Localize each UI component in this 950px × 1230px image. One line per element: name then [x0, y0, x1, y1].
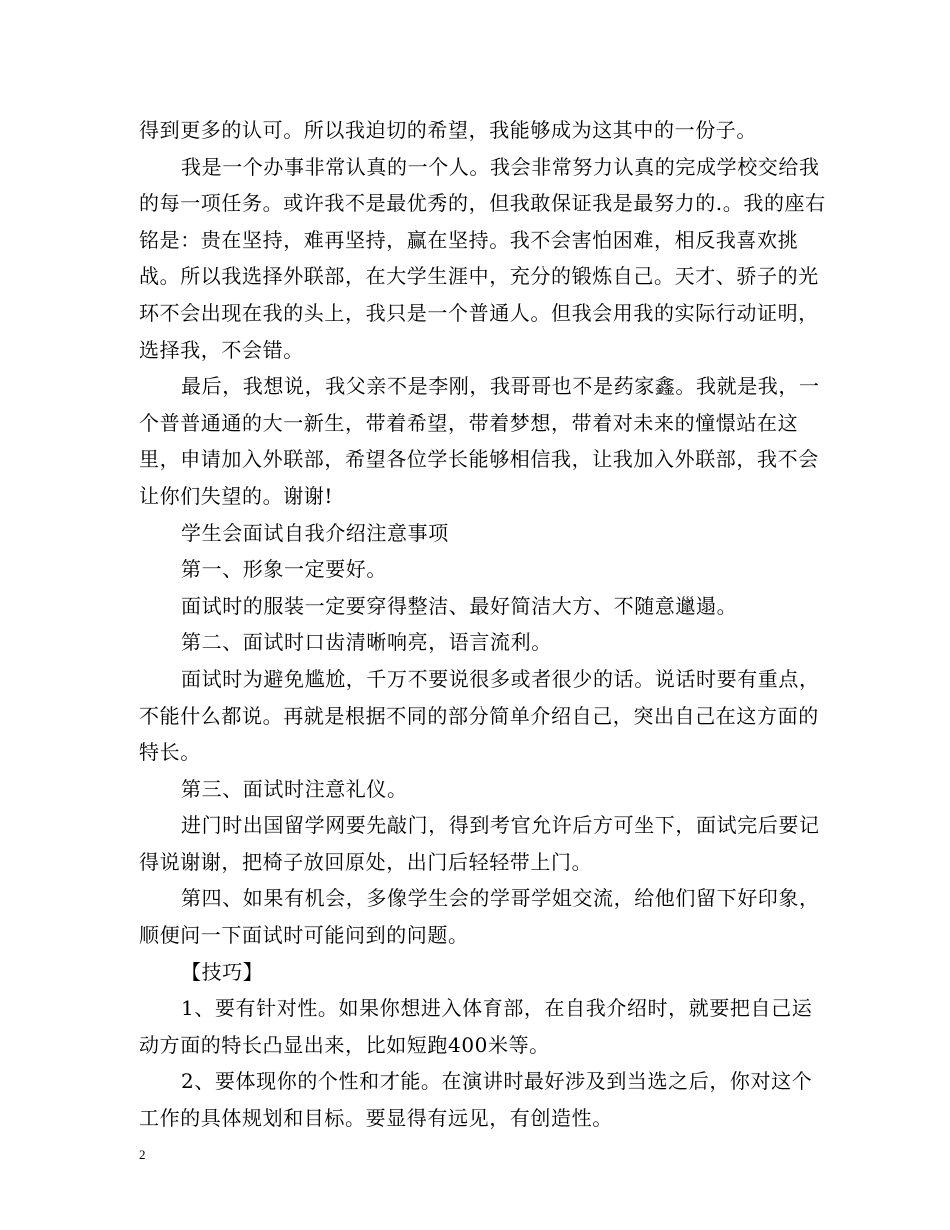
section-heading: 学生会面试自我介绍注意事项	[181, 520, 449, 545]
technique-one: 1、要有针对性。如果你想进入体育部，在自我介绍时，就要把自己运动方面的特长凸显出来，比如短跑400米等。	[139, 996, 813, 1057]
page-number: 2	[139, 1147, 146, 1162]
tip-one-heading: 第一、形象一定要好。	[181, 557, 387, 582]
paragraph-closing: 最后，我想说，我父亲不是李刚，我哥哥也不是药家鑫。我就是我，一个普普通通的大一新生，带着希望，带着梦想，带着对未来的憧憬站在这里，申请加入外联部，希望各位学长能够相信我，让我加入外联部，我不会让你们失望的。谢谢!	[139, 374, 820, 508]
body-text	[139, 112, 829, 1137]
paragraph-personality: 我是一个办事非常认真的一个人。我会非常努力认真的完成学校交给我的每一项任务。或许我不是最优秀的，但我敢保证我是最努力的.。我的座右铭是：贵在坚持，难再坚持，赢在坚持。我不会害怕困难，相反我喜欢挑战。所以我选择外联部，在大学生涯中，充分的锻炼自己。天才、骄子的光环不会出现在我的头上，我只是一个普通人。但我会用我的实际行动证明，选择我，不会错。	[139, 154, 826, 362]
tip-two-body: 面试时为避免尴尬，千万不要说很多或者很少的话。说话时要有重点，不能什么都说。再就是根据不同的部分简单介绍自己，突出自己在这方面的特长。	[139, 666, 820, 765]
technique-two: 2、要体现你的个性和才能。在演讲时最好涉及到当选之后，你对这个工作的具体规划和目标。要显得有远见，有创造性。	[139, 1069, 813, 1131]
techniques-heading: 【技巧】	[181, 959, 264, 984]
tip-four: 第四、如果有机会，多像学生会的学哥学姐交流，给他们留下好印象，顺便问一下面试时可能问到的问题。	[139, 886, 820, 948]
tip-three-heading: 第三、面试时注意礼仪。	[181, 776, 408, 801]
paragraph-continuation: 得到更多的认可。所以我迫切的希望，我能够成为这其中的一份子。	[139, 118, 757, 142]
tip-three-body: 进门时出国留学网要先敲门，得到考官允许后方可坐下，面试完后要记得说谢谢，把椅子放回原处，出门后轻轻带上门。	[139, 813, 820, 874]
tip-one-body: 面试时的服装一定要穿得整洁、最好简洁大方、不随意邋遢。	[181, 593, 738, 618]
tip-two-heading: 第二、面试时口齿清晰响亮，语言流利。	[181, 630, 552, 655]
